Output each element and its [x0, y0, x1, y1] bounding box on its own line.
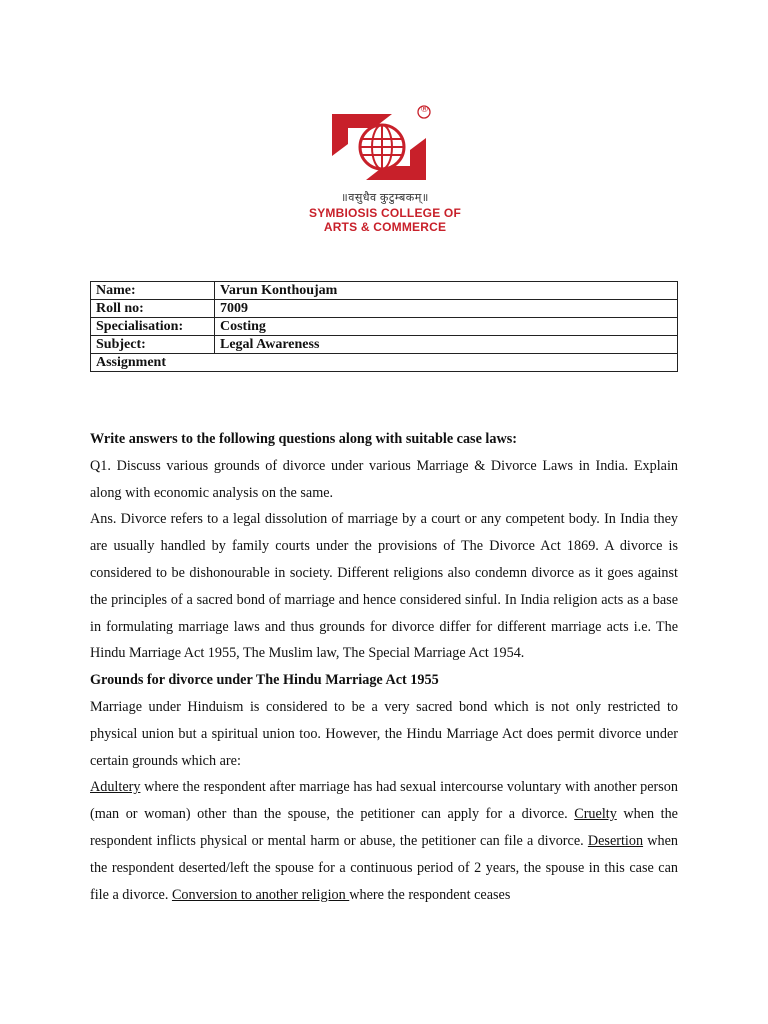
name-value: Varun Konthoujam: [215, 282, 678, 300]
adultery-term: Adultery: [90, 779, 141, 796]
table-row: [91, 282, 678, 300]
instruction-text: Write answers to the following questions along with suitable case laws:: [90, 431, 517, 447]
table-row: [91, 336, 678, 354]
document-body: [90, 426, 678, 908]
question-1: Q1. Discuss various grounds of divorce under various Marriage & Divorce Laws in India. Explain along with economic analysis on the same.: [90, 457, 678, 501]
table-row: [91, 354, 678, 372]
college-logo: [300, 104, 470, 238]
subject-value: Legal Awareness: [215, 336, 678, 354]
specialisation-label: Specialisation:: [91, 318, 215, 336]
conversion-term: Conversion to another religion: [171, 886, 350, 903]
student-info-table: [90, 281, 678, 372]
specialisation-value: Costing: [215, 318, 678, 336]
subject-label: Subject:: [91, 336, 215, 354]
logo-brand-line2: ARTS & COMMERCE: [323, 220, 447, 234]
logo-brand-line1: SYMBIOSIS COLLEGE OF: [308, 206, 461, 220]
assignment-label: Assignment: [91, 354, 678, 372]
conversion-text: where the respondent ceases: [349, 886, 511, 903]
desertion-term: Desertion: [587, 832, 644, 849]
section-heading: Grounds for divorce under The Hindu Marriage Act 1955: [90, 672, 439, 689]
table-row: [91, 300, 678, 318]
name-label: Name:: [91, 282, 215, 300]
roll-value: 7009: [215, 300, 678, 318]
roll-label: Roll no:: [91, 300, 215, 318]
cruelty-text: when the respondent inflicts physical or mental harm or abuse, the petitioner can file a divorce.: [90, 806, 678, 849]
adultery-text: where the respondent after marriage has had sexual intercourse voluntary with another person (man or woman) other than the spouse, the petitioner can apply for a divorce.: [90, 779, 678, 823]
grounds-paragraph: [90, 774, 678, 908]
intro-paragraph: Marriage under Hinduism is considered to be a very sacred bond which is not only restricted to physical union but a spiritual union too. However, the Hindu Marriage Act does permit divorce under certain grounds which are:: [90, 698, 678, 769]
table-row: [91, 318, 678, 336]
registered-mark: ®: [420, 105, 429, 115]
cruelty-term: Cruelty: [574, 806, 617, 823]
symbiosis-emblem-icon: [330, 104, 440, 188]
logo-motto: ॥वसुधैव कुटुम्बकम्॥: [341, 192, 429, 204]
desertion-text: when the respondent deserted/left the spouse for a continuous period of 2 years, the spouse in this case can file a divorce.: [90, 832, 679, 903]
answer-paragraph: Ans. Divorce refers to a legal dissolution of marriage by a court or any competent body. In India they are usually handled by family courts under the provisions of The Divorce Act 1869. A divorce is considered to be dishonourable in society. Different religions also condemn divorce as it goes against the principles of a sacred bond of marriage and hence considered sinful. In India religion acts as a base in formulating marriage laws and thus grounds for divorce differ for different marriage acts i.e. The Hindu Marriage Act 1955, The Muslim law, The Special Marriage Act 1954.: [90, 511, 678, 662]
